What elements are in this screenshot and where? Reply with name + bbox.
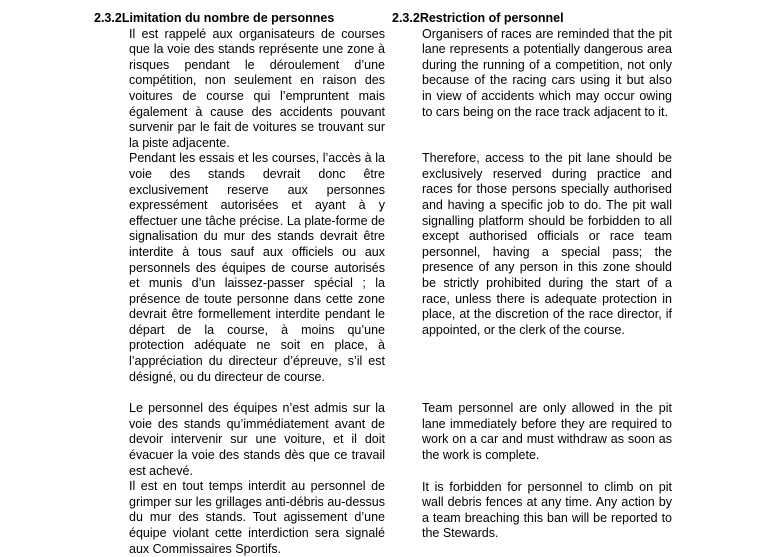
english-section-title: Restriction of personnel	[419, 11, 564, 25]
french-section-body	[94, 27, 385, 557]
french-section-heading	[94, 11, 385, 27]
french-paragraph-1: Il est rappelé aux organisateurs de courses que la voie des stands représente une zone à risques pendant le déroulement d’une compétition, non seulement en raison des voitures de course qui l’empruntent mais également à cause des accidents pouvant survenir par le fait de voitures se trouvant sur la piste adjacente.	[129, 26, 385, 150]
english-paragraph-4: It is forbidden for personnel to climb on pit wall debris fences at any time. Any action by a team breaching this ban will be reported to the Stewards.	[422, 479, 672, 541]
french-paragraph-4: Il est en tout temps interdit au personnel de grimper sur les grillages anti-débris au-dessus du mur des stands. Tout agissement d’une équipe violant cette interdiction sera signalé aux Commissaires Sportifs.	[129, 479, 385, 556]
english-column	[392, 11, 672, 542]
english-paragraph-2: Therefore, access to the pit lane should be exclusively reserved during practice and races for those persons specially authorised and having a specific job to do. The pit wall signalling platform should be forbidden to all except authorised officials or race team personnel, having a special pass; the presence of any person in this zone should be strictly prohibited during the start of a race, unless there is adequate protection in place, at the discretion of the race director, if appointed, or the clerk of the course.	[422, 151, 672, 337]
english-paragraph-1: Organisers of races are reminded that the pit lane represents a potentially dangerous area during the running of a competition, not only because of the racing cars using it but also in view of accidents which may occur owing to cars being on the race track adjacent to it.	[422, 26, 672, 119]
french-paragraph-2: Pendant les essais et les courses, l’accès à la voie des stands devrait donc être exclusivement reserve aux personnes expressément autorisées et ayant à y effectuer une tâche précise. La plate-forme de signalisation du mur des stands devrait être interdite à tous sauf aux officiels ou aux personnels des équipes de course autorisés et munis d’un laissez-passer spécial ; la présence de toute personne dans cette zone devrait être formellement interdite pendant le départ de la course, à moins qu’une protection adéquate ne soit en place, à l’appréciation du directeur d’épreuve, s’il est désigné, ou du directeur de course.	[129, 151, 385, 384]
french-section-number: 2.3.2	[94, 11, 122, 25]
english-section-heading	[392, 11, 672, 27]
french-section-title: Limitation du nombre de personnes	[121, 11, 335, 25]
french-paragraph-3: Le personnel des équipes n’est admis sur la voie des stands qu’immédiatement avant de devoir intervenir sur une voiture, et il doit évacuer la voie des stands dès que ce travail est achevé.	[129, 401, 385, 478]
english-section-body	[392, 27, 672, 542]
english-section-number: 2.3.2	[392, 11, 420, 25]
english-paragraph-3: Team personnel are only allowed in the pit lane immediately before they are required to work on a car and must withdraw as soon as the work is complete.	[422, 401, 672, 463]
french-column	[94, 11, 385, 557]
